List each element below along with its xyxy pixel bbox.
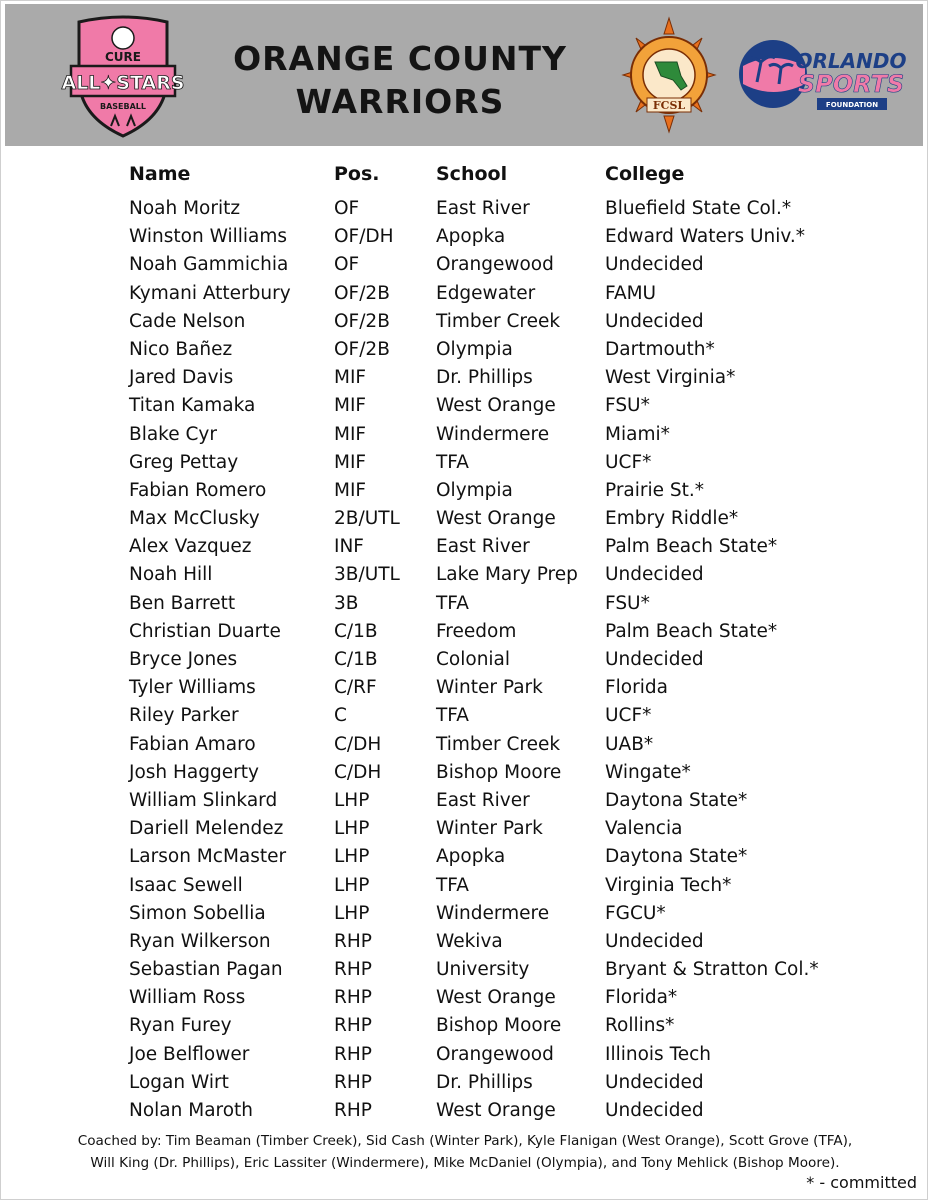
player-college: West Virginia* [605,367,736,389]
player-college: UAB* [605,733,654,755]
coaches-line-2: Will King (Dr. Phillips), Eric Lassiter (Windermere), Mike McDaniel (Olympia), and Tony Mehlick (Bishop Moore). [90,1155,840,1171]
fcsl-text: FCSL [652,99,686,112]
player-school: TFA [436,874,469,896]
player-name: Riley Parker [129,705,239,727]
player-name: Titan Kamaka [129,395,256,417]
player-college: Palm Beach State* [605,620,778,642]
player-position: RHP [334,987,372,1009]
player-school: Windermere [436,902,550,924]
player-name: Ryan Furey [129,1015,232,1037]
player-college: Valencia [605,818,683,840]
player-position: OF [334,198,360,219]
player-name: Ben Barrett [129,592,236,614]
player-school: Bishop Moore [436,761,562,783]
player-school: Winter Park [436,818,543,840]
orlando-sports-foundation-logo [735,26,911,122]
column-header-college: College [605,163,685,185]
player-position: OF/DH [334,226,394,248]
player-name: Noah Moritz [129,198,241,219]
player-college: Edward Waters Univ.* [605,226,806,248]
player-name: Max McClusky [129,508,260,530]
player-college: Virginia Tech* [605,874,732,896]
player-name: Nolan Maroth [129,1100,254,1121]
player-position: 3B/UTL [334,564,400,586]
player-position: C/DH [334,733,382,755]
player-college: Undecided [605,564,704,586]
player-position: C/1B [334,620,378,642]
player-name: Fabian Amaro [129,733,256,755]
player-school: Orangewood [436,254,554,276]
player-position: RHP [334,930,372,952]
player-position: LHP [334,846,370,868]
player-position: RHP [334,1071,372,1093]
committed-legend: * - committed [806,1173,917,1192]
player-name: Kymani Atterbury [129,282,291,304]
player-position: 3B [334,592,359,614]
player-position: MIF [334,479,367,501]
player-college: Florida [605,677,668,699]
player-college: Florida* [605,987,678,1009]
player-college: Rollins* [605,1015,675,1037]
player-school: West Orange [436,395,556,417]
column-header-school: School [436,163,508,185]
player-college: Bluefield State Col.* [605,198,792,219]
column-header-name: Name [129,163,191,185]
player-school: Dr. Phillips [436,367,533,389]
player-college: Undecided [605,1100,704,1121]
player-name: Logan Wirt [129,1071,229,1093]
player-position: C [334,705,347,727]
player-college: FSU* [605,592,650,614]
player-name: William Slinkard [129,789,278,811]
player-position: MIF [334,395,367,417]
player-college: UCF* [605,451,652,473]
player-position: LHP [334,818,370,840]
player-position: INF [334,536,364,558]
player-position: RHP [334,959,372,981]
player-position: OF/2B [334,282,390,304]
player-college: FSU* [605,395,650,417]
player-position: RHP [334,1015,372,1037]
team-title [200,37,600,123]
team-title-line-2: WARRIORS [295,82,505,121]
cure-all-stars-logo [61,16,185,138]
player-school: Olympia [436,338,513,360]
player-name: Sebastian Pagan [129,959,283,981]
player-name: Greg Pettay [129,451,239,473]
player-college: Illinois Tech [605,1043,712,1065]
player-position: C/1B [334,649,378,670]
player-name: Noah Gammichia [129,254,289,276]
player-college: FGCU* [605,902,666,924]
player-name: Bryce Jones [129,649,238,670]
player-position: LHP [334,902,370,924]
player-college: Undecided [605,649,704,670]
osf-line-2: SPORTS [797,70,905,98]
player-name: Noah Hill [129,564,213,586]
player-college: Embry Riddle* [605,508,739,530]
osf-line-1: ORLANDO [795,49,907,73]
player-name: Cade Nelson [129,310,246,332]
player-college: Undecided [605,1071,704,1093]
player-position: MIF [334,451,367,473]
player-school: TFA [436,705,469,727]
player-school: Windermere [436,423,550,445]
player-school: Wekiva [436,930,503,952]
player-college: UCF* [605,705,652,727]
header-band [5,4,923,146]
player-school: East River [436,789,530,811]
player-school: Timber Creek [436,733,561,755]
fcsl-logo [621,16,717,134]
player-name: Nico Bañez [129,338,233,360]
player-position: C/RF [334,677,377,699]
team-title-line-1: ORANGE COUNTY [233,39,567,78]
player-school: East River [436,536,530,558]
player-position: LHP [334,874,370,896]
player-position: OF/2B [334,338,390,360]
player-position: MIF [334,367,367,389]
player-college: Dartmouth* [605,338,715,360]
player-name: Tyler Williams [129,677,256,699]
player-name: William Ross [129,987,246,1009]
player-school: Apopka [436,846,506,868]
player-school: Olympia [436,479,513,501]
player-school: Orangewood [436,1043,554,1065]
player-college: Palm Beach State* [605,536,778,558]
player-position: RHP [334,1100,372,1121]
player-school: Timber Creek [436,310,561,332]
player-position: MIF [334,423,367,445]
player-name: Joe Belflower [129,1043,250,1065]
player-school: University [436,959,530,981]
player-college: Wingate* [605,761,691,783]
player-name: Simon Sobellia [129,902,266,924]
coaches-line-1: Coached by: Tim Beaman (Timber Creek), Sid Cash (Winter Park), Kyle Flanigan (West Orange), Scott Grove (TFA), [77,1133,853,1149]
player-name: Alex Vazquez [129,536,252,558]
player-college: Undecided [605,254,704,276]
cure-sub-text: BASEBALL [100,102,146,111]
player-school: West Orange [436,508,556,530]
coaches-note [31,1130,899,1174]
player-name: Ryan Wilkerson [129,930,271,952]
player-school: Edgewater [436,282,536,304]
player-name: Jared Davis [129,367,234,389]
player-school: Apopka [436,226,506,248]
player-school: TFA [436,592,469,614]
player-position: OF/2B [334,310,390,332]
player-name: Fabian Romero [129,479,267,501]
player-name: Isaac Sewell [129,874,243,896]
player-college: FAMU [605,282,657,304]
player-position: LHP [334,789,370,811]
osf-line-3: FOUNDATION [825,101,879,109]
player-school: Colonial [436,649,511,670]
player-position: OF [334,254,360,276]
player-college: Daytona State* [605,846,748,868]
player-school: Dr. Phillips [436,1071,533,1093]
player-college: Prairie St.* [605,479,705,501]
player-college: Undecided [605,930,704,952]
player-college: Daytona State* [605,789,748,811]
player-name: Dariell Melendez [129,818,284,840]
player-school: Freedom [436,620,517,642]
player-school: TFA [436,451,469,473]
cure-main-text: ALL✦STARS [61,72,185,94]
player-name: Christian Duarte [129,620,281,642]
player-school: Winter Park [436,677,543,699]
player-school: Bishop Moore [436,1015,562,1037]
player-school: East River [436,198,530,219]
player-position: 2B/UTL [334,508,400,530]
player-school: Lake Mary Prep [436,564,578,586]
player-position: RHP [334,1043,372,1065]
player-name: Larson McMaster [129,846,287,868]
player-position: C/DH [334,761,382,783]
player-school: West Orange [436,1100,556,1121]
player-name: Blake Cyr [129,423,217,445]
player-name: Winston Williams [129,226,288,248]
player-name: Josh Haggerty [129,761,259,783]
player-college: Undecided [605,310,704,332]
column-header-pos: Pos. [334,163,380,185]
player-college: Miami* [605,423,670,445]
player-college: Bryant & Stratton Col.* [605,959,819,981]
cure-top-text: CURE [105,50,141,64]
player-school: West Orange [436,987,556,1009]
